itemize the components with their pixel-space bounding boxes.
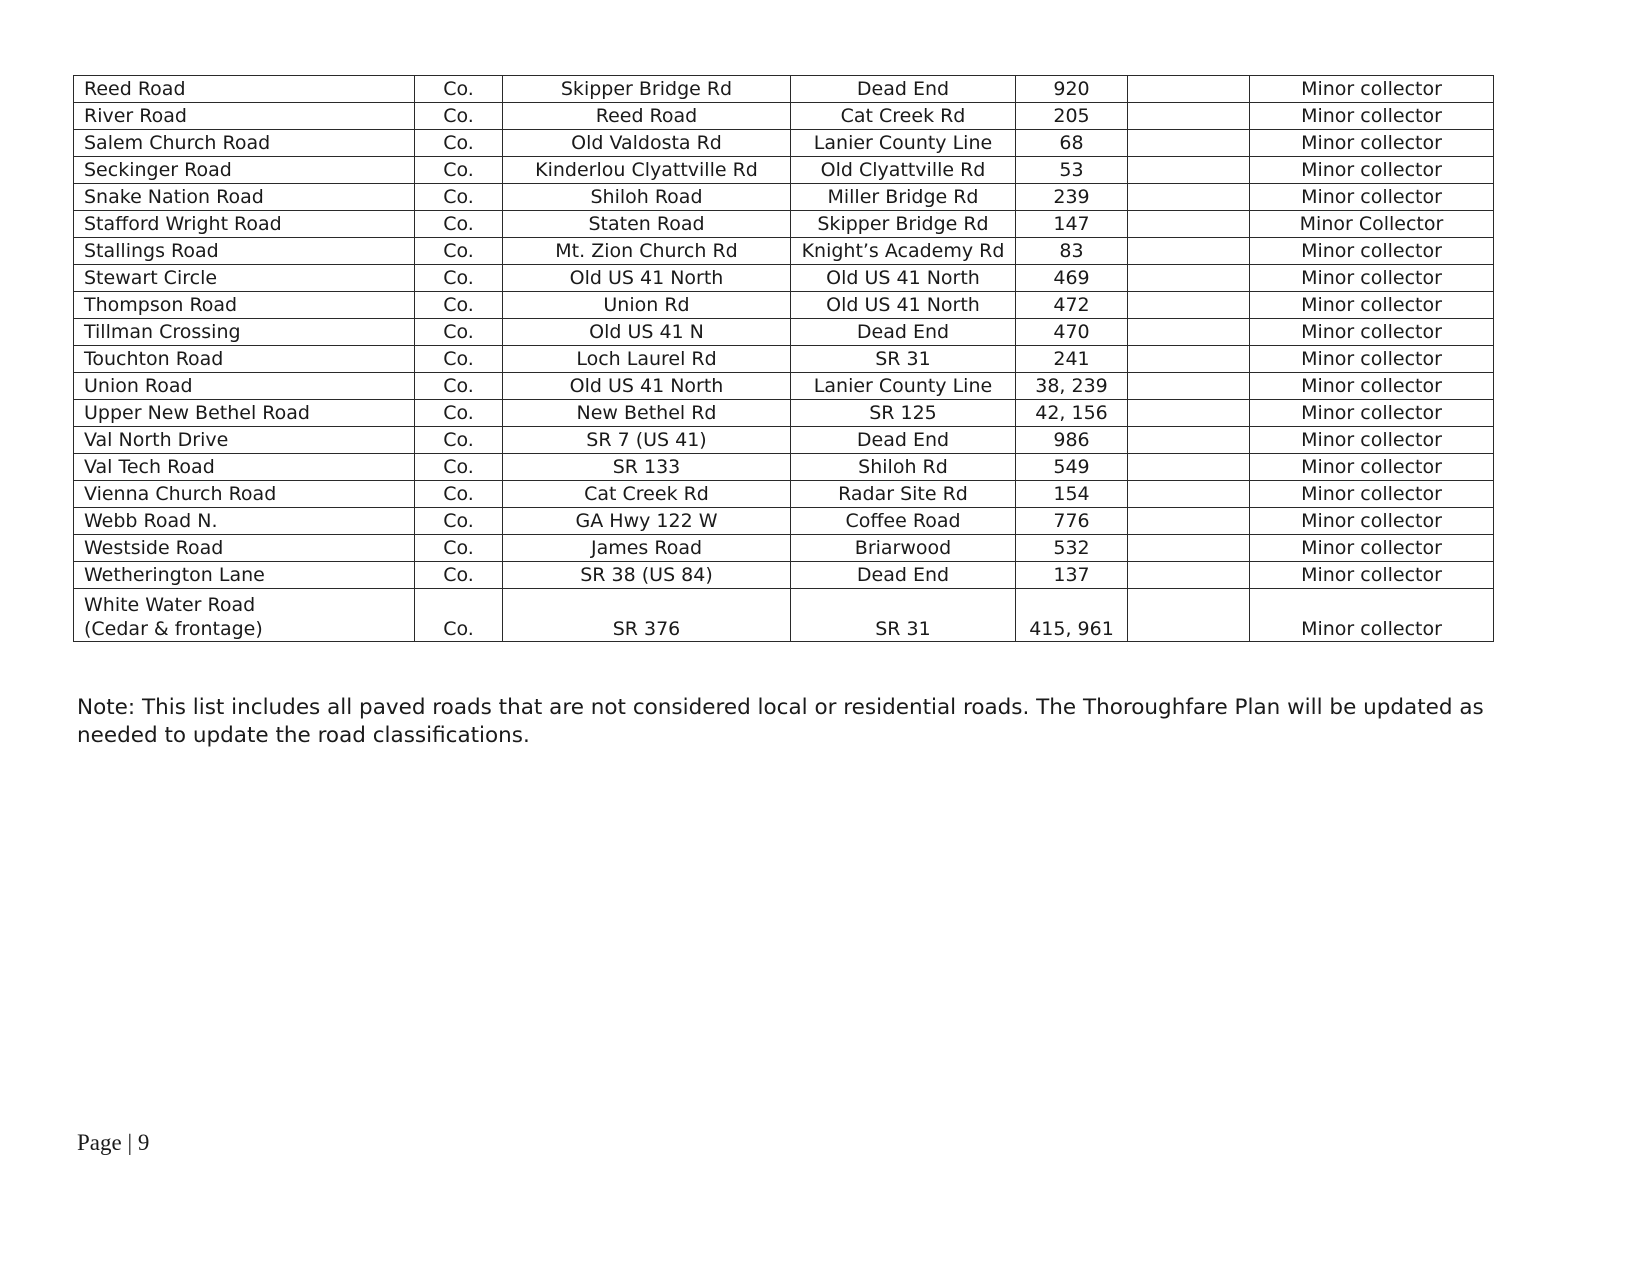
blank-cell	[1128, 211, 1250, 238]
owner-cell: Co.	[415, 508, 503, 535]
road-name-cell: Thompson Road	[74, 292, 415, 319]
number-cell: 205	[1016, 103, 1128, 130]
road-name-cell: River Road	[74, 103, 415, 130]
number-cell: 532	[1016, 535, 1128, 562]
road-name-cell: Upper New Bethel Road	[74, 400, 415, 427]
road-name-cell: Union Road	[74, 373, 415, 400]
owner-cell: Co.	[415, 157, 503, 184]
owner-cell: Co.	[415, 562, 503, 589]
classification-cell: Minor collector	[1250, 184, 1494, 211]
classification-cell: Minor collector	[1250, 481, 1494, 508]
classification-cell: Minor collector	[1250, 238, 1494, 265]
number-cell: 53	[1016, 157, 1128, 184]
from-cell: SR 38 (US 84)	[503, 562, 791, 589]
from-cell: Skipper Bridge Rd	[503, 76, 791, 103]
table-row	[74, 211, 1494, 238]
table-row	[74, 535, 1494, 562]
blank-cell	[1128, 238, 1250, 265]
owner-cell: Co.	[415, 265, 503, 292]
blank-cell	[1128, 400, 1250, 427]
from-cell: Old US 41 North	[503, 373, 791, 400]
from-cell: Loch Laurel Rd	[503, 346, 791, 373]
number-cell: 83	[1016, 238, 1128, 265]
blank-cell	[1128, 535, 1250, 562]
number-cell: 549	[1016, 454, 1128, 481]
blank-cell	[1128, 373, 1250, 400]
note-paragraph: Note: This list includes all paved roads that are not considered local or residential roads. The Thoroughfare Plan will be updated as needed to update the road classifications.	[77, 695, 1484, 748]
from-cell: GA Hwy 122 W	[503, 508, 791, 535]
classification-cell: Minor collector	[1250, 427, 1494, 454]
road-name-cell: Stallings Road	[74, 238, 415, 265]
number-cell: 38, 239	[1016, 373, 1128, 400]
blank-cell	[1128, 454, 1250, 481]
owner-cell: Co.	[415, 76, 503, 103]
number-cell: 239	[1016, 184, 1128, 211]
classification-cell: Minor collector	[1250, 373, 1494, 400]
from-cell: SR 133	[503, 454, 791, 481]
owner-cell: Co.	[415, 481, 503, 508]
number-cell: 241	[1016, 346, 1128, 373]
classification-cell: Minor collector	[1250, 76, 1494, 103]
road-name-cell: Touchton Road	[74, 346, 415, 373]
number-cell: 137	[1016, 562, 1128, 589]
table-row	[74, 292, 1494, 319]
owner-cell: Co.	[415, 184, 503, 211]
from-cell: Kinderlou Clyattville Rd	[503, 157, 791, 184]
from-cell: Old US 41 N	[503, 319, 791, 346]
owner-cell: Co.	[415, 373, 503, 400]
to-cell: Dead End	[791, 319, 1016, 346]
classification-cell: Minor collector	[1250, 454, 1494, 481]
table-row	[74, 346, 1494, 373]
table-row	[74, 130, 1494, 157]
classification-cell: Minor collector	[1250, 103, 1494, 130]
table-row	[74, 265, 1494, 292]
to-cell: SR 125	[791, 400, 1016, 427]
to-cell: Old US 41 North	[791, 265, 1016, 292]
classification-cell: Minor collector	[1250, 292, 1494, 319]
blank-cell	[1128, 508, 1250, 535]
from-cell: Old Valdosta Rd	[503, 130, 791, 157]
from-cell: Mt. Zion Church Rd	[503, 238, 791, 265]
owner-cell: Co.	[415, 130, 503, 157]
to-cell: Lanier County Line	[791, 130, 1016, 157]
road-name-cell	[74, 589, 415, 642]
table-row	[74, 481, 1494, 508]
road-name-cell: Seckinger Road	[74, 157, 415, 184]
road-name-cell: Westside Road	[74, 535, 415, 562]
blank-cell	[1128, 265, 1250, 292]
road-name-cell: Stafford Wright Road	[74, 211, 415, 238]
blank-cell	[1128, 292, 1250, 319]
blank-cell	[1128, 103, 1250, 130]
from-cell: New Bethel Rd	[503, 400, 791, 427]
blank-cell	[1128, 427, 1250, 454]
table-row	[74, 76, 1494, 103]
number-cell: 986	[1016, 427, 1128, 454]
to-cell: Radar Site Rd	[791, 481, 1016, 508]
classification-cell: Minor collector	[1250, 400, 1494, 427]
table-row	[74, 184, 1494, 211]
to-cell: Miller Bridge Rd	[791, 184, 1016, 211]
blank-cell	[1128, 481, 1250, 508]
number-cell: 147	[1016, 211, 1128, 238]
road-name-cell: Reed Road	[74, 76, 415, 103]
owner-cell: Co.	[415, 589, 503, 642]
road-name-cell: Tillman Crossing	[74, 319, 415, 346]
to-cell: Coffee Road	[791, 508, 1016, 535]
from-cell: Union Rd	[503, 292, 791, 319]
road-name-cell: Val North Drive	[74, 427, 415, 454]
owner-cell: Co.	[415, 346, 503, 373]
from-cell: James Road	[503, 535, 791, 562]
classification-cell: Minor collector	[1250, 589, 1494, 642]
table-body	[74, 76, 1494, 642]
owner-cell: Co.	[415, 103, 503, 130]
owner-cell: Co.	[415, 238, 503, 265]
classification-cell: Minor collector	[1250, 130, 1494, 157]
number-cell: 68	[1016, 130, 1128, 157]
owner-cell: Co.	[415, 400, 503, 427]
classification-cell: Minor collector	[1250, 319, 1494, 346]
road-name-cell: Wetherington Lane	[74, 562, 415, 589]
to-cell: Old US 41 North	[791, 292, 1016, 319]
blank-cell	[1128, 346, 1250, 373]
to-cell: Old Clyattville Rd	[791, 157, 1016, 184]
classification-cell: Minor collector	[1250, 508, 1494, 535]
owner-cell: Co.	[415, 454, 503, 481]
from-cell: SR 7 (US 41)	[503, 427, 791, 454]
road-name-cell: Vienna Church Road	[74, 481, 415, 508]
to-cell: Briarwood	[791, 535, 1016, 562]
from-cell: Cat Creek Rd	[503, 481, 791, 508]
owner-cell: Co.	[415, 292, 503, 319]
number-cell: 154	[1016, 481, 1128, 508]
from-cell: SR 376	[503, 589, 791, 642]
table-row	[74, 319, 1494, 346]
from-cell: Reed Road	[503, 103, 791, 130]
to-cell: SR 31	[791, 346, 1016, 373]
blank-cell	[1128, 562, 1250, 589]
to-cell: Knight’s Academy Rd	[791, 238, 1016, 265]
number-cell: 776	[1016, 508, 1128, 535]
to-cell: Shiloh Rd	[791, 454, 1016, 481]
to-cell: Cat Creek Rd	[791, 103, 1016, 130]
blank-cell	[1128, 589, 1250, 642]
blank-cell	[1128, 130, 1250, 157]
table-row	[74, 373, 1494, 400]
table-row	[74, 562, 1494, 589]
blank-cell	[1128, 76, 1250, 103]
to-cell: Dead End	[791, 427, 1016, 454]
road-name-line: (Cedar & frontage)	[84, 618, 263, 640]
owner-cell: Co.	[415, 211, 503, 238]
road-name-cell: Stewart Circle	[74, 265, 415, 292]
page-number: Page | 9	[77, 1130, 150, 1155]
classification-cell: Minor collector	[1250, 535, 1494, 562]
blank-cell	[1128, 157, 1250, 184]
table-row	[74, 157, 1494, 184]
number-cell: 469	[1016, 265, 1128, 292]
number-cell: 470	[1016, 319, 1128, 346]
owner-cell: Co.	[415, 319, 503, 346]
table-row	[74, 238, 1494, 265]
classification-cell: Minor collector	[1250, 265, 1494, 292]
table-row	[74, 103, 1494, 130]
to-cell: Dead End	[791, 562, 1016, 589]
table-row	[74, 589, 1494, 642]
number-cell: 472	[1016, 292, 1128, 319]
classification-cell: Minor Collector	[1250, 211, 1494, 238]
to-cell: Skipper Bridge Rd	[791, 211, 1016, 238]
road-name-cell: Snake Nation Road	[74, 184, 415, 211]
from-cell: Shiloh Road	[503, 184, 791, 211]
from-cell: Staten Road	[503, 211, 791, 238]
road-name-cell: Webb Road N.	[74, 508, 415, 535]
table-row	[74, 400, 1494, 427]
road-name-cell: Val Tech Road	[74, 454, 415, 481]
classification-cell: Minor collector	[1250, 346, 1494, 373]
to-cell: SR 31	[791, 589, 1016, 642]
owner-cell: Co.	[415, 427, 503, 454]
classification-cell: Minor collector	[1250, 562, 1494, 589]
to-cell: Dead End	[791, 76, 1016, 103]
road-classification-table	[73, 75, 1494, 642]
classification-cell: Minor collector	[1250, 157, 1494, 184]
blank-cell	[1128, 319, 1250, 346]
number-cell: 42, 156	[1016, 400, 1128, 427]
owner-cell: Co.	[415, 535, 503, 562]
road-name-line: White Water Road	[84, 594, 256, 616]
table-row	[74, 454, 1494, 481]
number-cell: 415, 961	[1016, 589, 1128, 642]
number-cell: 920	[1016, 76, 1128, 103]
table-row	[74, 427, 1494, 454]
road-name-cell: Salem Church Road	[74, 130, 415, 157]
table-row	[74, 508, 1494, 535]
from-cell: Old US 41 North	[503, 265, 791, 292]
to-cell: Lanier County Line	[791, 373, 1016, 400]
blank-cell	[1128, 184, 1250, 211]
